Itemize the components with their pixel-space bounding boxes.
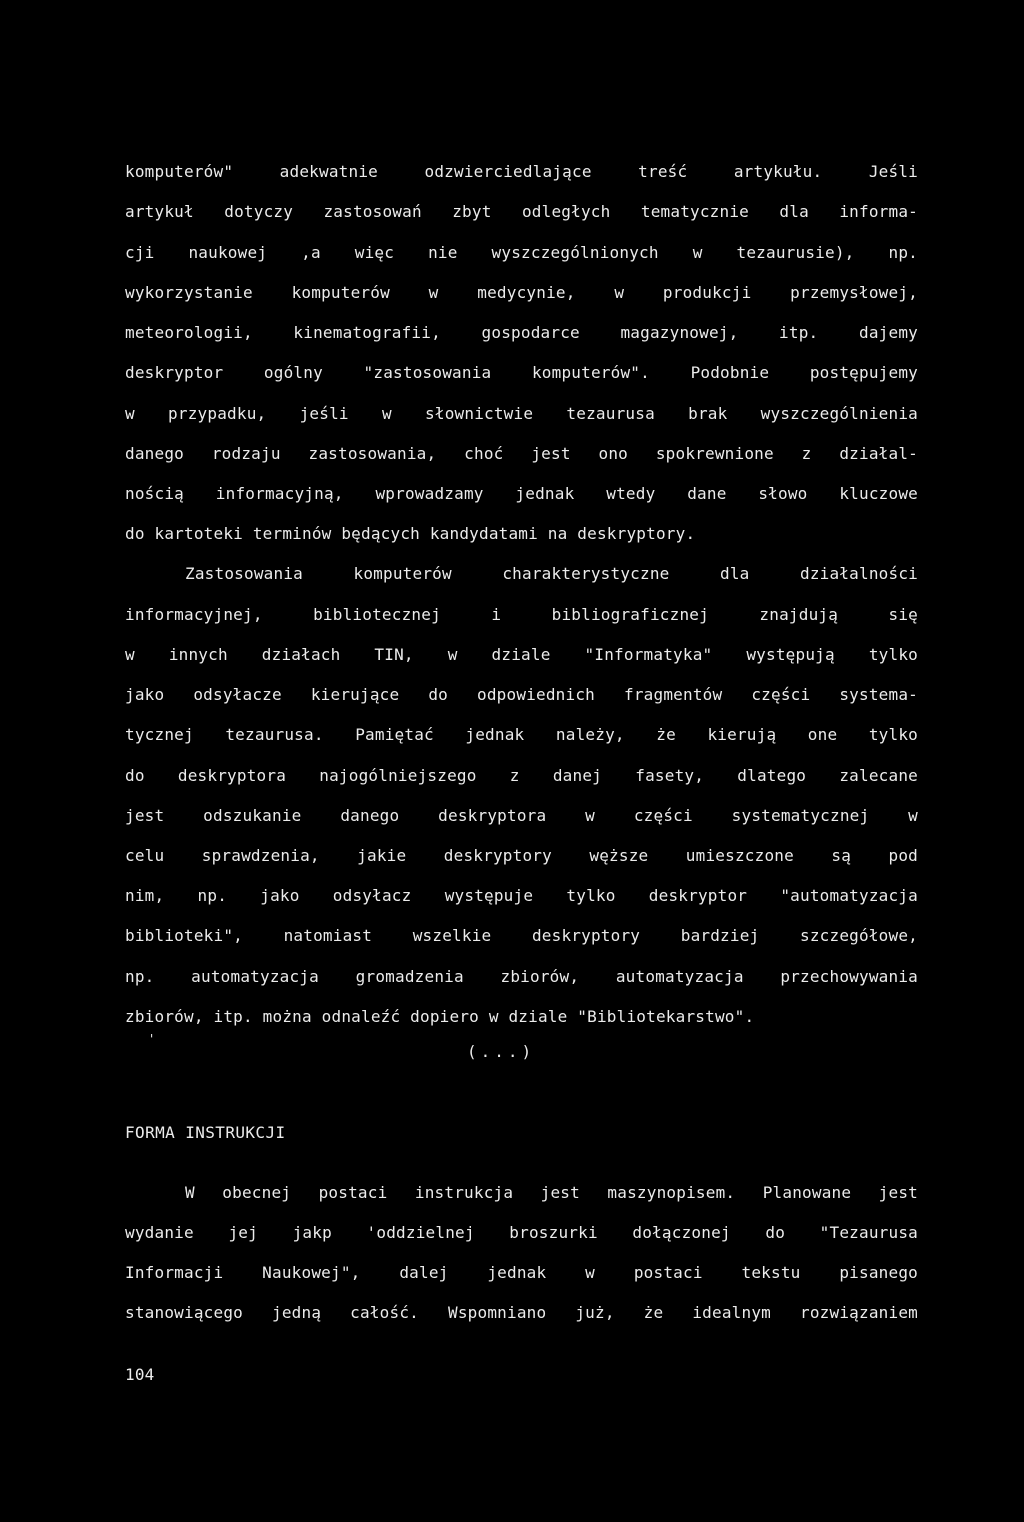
paragraph-1-line: nością informacyjną, wprowadzamy jednak wtedy dane słowo kluczowe bbox=[125, 484, 918, 503]
paragraph-2-line: np. automatyzacja gromadzenia zbiorów, automatyzacja przechowywania bbox=[125, 967, 918, 986]
paragraph-3-line: W obecnej postaci instrukcja jest maszynopisem. Planowane jest bbox=[185, 1183, 918, 1202]
paragraph-1-line: w przypadku, jeśli w słownictwie tezaurusa brak wyszczególnienia bbox=[125, 404, 918, 423]
paragraph-3-line: Informacji Naukowej", dalej jednak w postaci tekstu pisanego bbox=[125, 1263, 918, 1282]
paragraph-2-line: jako odsyłacze kierujące do odpowiednich fragmentów części systema- bbox=[125, 685, 918, 704]
paragraph-1-line: danego rodzaju zastosowania, choć jest ono spokrewnione z działal- bbox=[125, 444, 918, 463]
paragraph-2-line: Zastosowania komputerów charakterystyczne dla działalności bbox=[185, 564, 918, 583]
page-number: 104 bbox=[125, 1365, 155, 1384]
paragraph-2-line: biblioteki", natomiast wszelkie deskryptory bardziej szczegółowe, bbox=[125, 926, 918, 945]
paragraph-1-line: cji naukowej ,a więc nie wyszczególnionych w tezaurusie), np. bbox=[125, 243, 918, 262]
paragraph-1-line: artykuł dotyczy zastosowań zbyt odległych tematycznie dla informa- bbox=[125, 202, 918, 221]
paragraph-2-line: do deskryptora najogólniejszego z danej fasety, dlatego zalecane bbox=[125, 766, 918, 785]
paragraph-2-line: nim, np. jako odsyłacz występuje tylko deskryptor "automatyzacja bbox=[125, 886, 918, 905]
paragraph-2-line: tycznej tezaurusa. Pamiętać jednak należy, że kierują one tylko bbox=[125, 725, 918, 744]
paragraph-3-line: wydanie jej jakp 'oddzielnej broszurki dołączonej do "Tezaurusa bbox=[125, 1223, 918, 1242]
paragraph-1-line: wykorzystanie komputerów w medycynie, w produkcji przemysłowej, bbox=[125, 283, 918, 302]
section-heading: FORMA INSTRUKCJI bbox=[125, 1123, 286, 1142]
paragraph-1-line: do kartoteki terminów będących kandydatami na deskryptory. bbox=[125, 524, 696, 543]
paragraph-2-line: celu sprawdzenia, jakie deskryptory węższe umieszczone są pod bbox=[125, 846, 918, 865]
paragraph-2-line: informacyjnej, bibliotecznej i bibliograficznej znajdują się bbox=[125, 605, 918, 624]
paragraph-2-line: zbiorów, itp. można odnaleźć dopiero w dziale "Bibliotekarstwo". bbox=[125, 1007, 755, 1026]
paragraph-2-line: jest odszukanie danego deskryptora w części systematycznej w bbox=[125, 806, 918, 825]
paragraph-2-line: w innych działach TIN, w dziale "Informatyka" występują tylko bbox=[125, 645, 918, 664]
paragraph-1-line: deskryptor ogólny "zastosowania komputerów". Podobnie postępujemy bbox=[125, 363, 918, 382]
ellipsis-omission: (...) bbox=[467, 1042, 536, 1061]
paragraph-1-line: meteorologii, kinematografii, gospodarce magazynowej, itp. dajemy bbox=[125, 323, 918, 342]
paragraph-3-line: stanowiącego jedną całość. Wspomniano już, że idealnym rozwiązaniem bbox=[125, 1303, 918, 1322]
stray-tick-mark: ' bbox=[148, 1032, 156, 1046]
paragraph-1-line: komputerów" adekwatnie odzwierciedlające treść artykułu. Jeśli bbox=[125, 162, 918, 181]
